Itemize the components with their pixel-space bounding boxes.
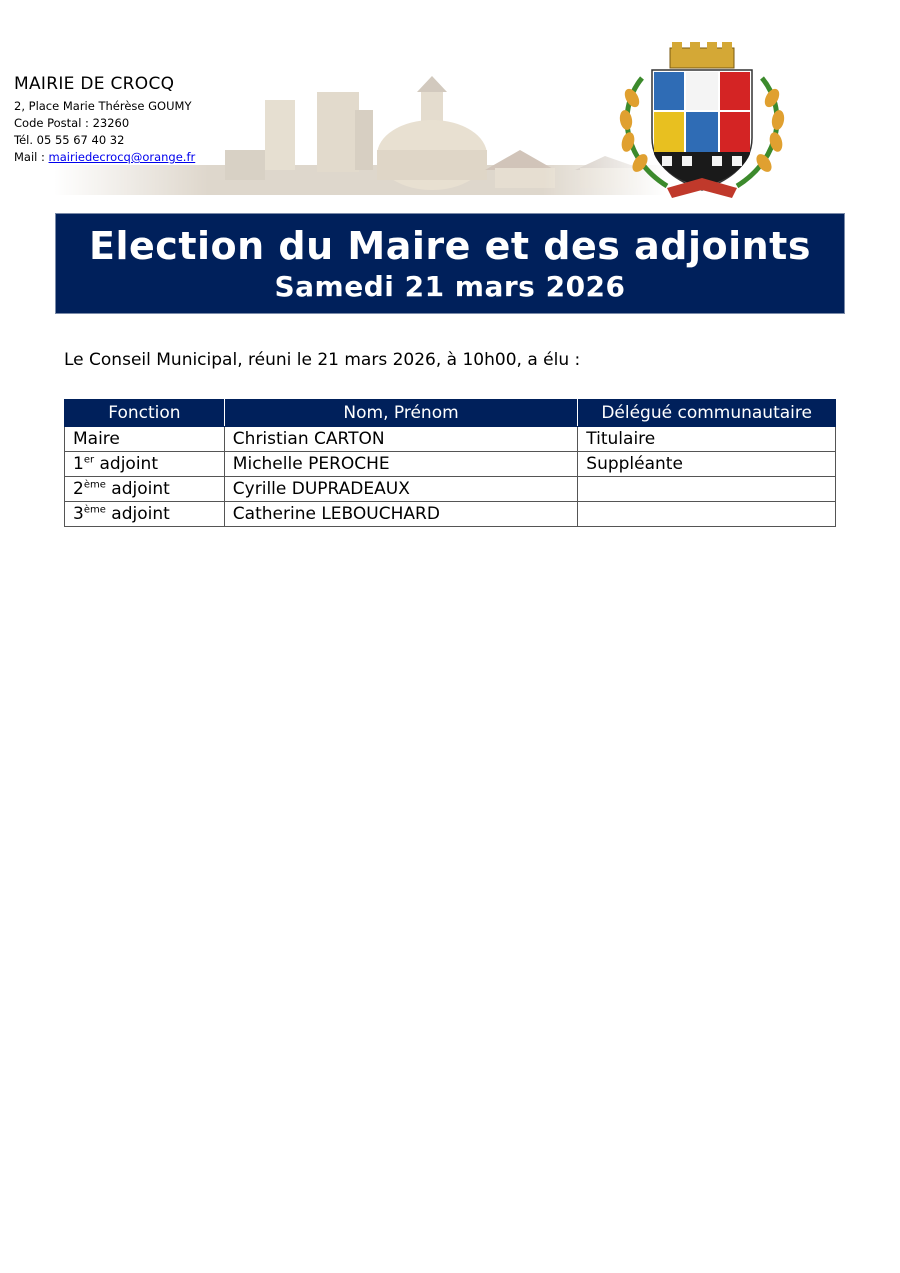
results-table: [64, 399, 836, 527]
column-header-nom-prenom: Nom, Prénom: [224, 400, 577, 427]
table-row: [65, 452, 836, 477]
cell-nom: Cyrille DUPRADEAUX: [224, 477, 577, 502]
fonction-label: Maire: [73, 429, 120, 449]
fonction-label: adjoint: [94, 454, 158, 474]
fonction-label: adjoint: [105, 504, 170, 524]
intro-text: Le Conseil Municipal, réuni le 21 mars 2026, à 10h00, a élu :: [64, 350, 581, 370]
cell-nom: Michelle PEROCHE: [224, 452, 577, 477]
table-row: [65, 427, 836, 452]
cell-delegue: Titulaire: [578, 427, 836, 452]
fonction-label: adjoint: [105, 479, 170, 499]
rank-number: 2: [73, 479, 84, 499]
cell-fonction: [65, 452, 225, 477]
letterhead: [0, 0, 900, 200]
cell-fonction: [65, 427, 225, 452]
address-line: 2, Place Marie Thérèse GOUMY: [14, 99, 192, 113]
rank-suffix: ème: [83, 479, 106, 491]
postal-code: Code Postal : 23260: [14, 116, 130, 130]
title-banner: [55, 213, 845, 314]
mail-label: Mail :: [14, 150, 49, 164]
rank-suffix: ème: [83, 504, 106, 516]
cell-nom: Christian CARTON: [224, 427, 577, 452]
cell-delegue: Suppléante: [578, 452, 836, 477]
town-hall-name: MAIRIE DE CROCQ: [14, 74, 175, 94]
column-header-delegue: Délégué communautaire: [578, 400, 836, 427]
cell-fonction: [65, 477, 225, 502]
phone-number: Tél. 05 55 67 40 32: [14, 133, 125, 147]
address-block: [14, 74, 195, 166]
cell-delegue: [578, 502, 836, 527]
cell-nom: Catherine LEBOUCHARD: [224, 502, 577, 527]
table-row: [65, 502, 836, 527]
rank-number: 3: [73, 504, 84, 524]
election-date: Samedi 21 mars 2026: [274, 270, 626, 303]
cell-fonction: [65, 502, 225, 527]
rank-number: 1: [73, 454, 84, 474]
mail-link[interactable]: mairiedecrocq@orange.fr: [48, 150, 196, 164]
page-title: Election du Maire et des adjoints: [89, 224, 811, 268]
coat-of-arms-logo: [612, 38, 792, 200]
table-header-row: [65, 400, 836, 427]
table-row: [65, 477, 836, 502]
cell-delegue: [578, 477, 836, 502]
mail-line: [14, 149, 195, 166]
rank-suffix: er: [83, 454, 95, 466]
column-header-fonction: Fonction: [65, 400, 225, 427]
